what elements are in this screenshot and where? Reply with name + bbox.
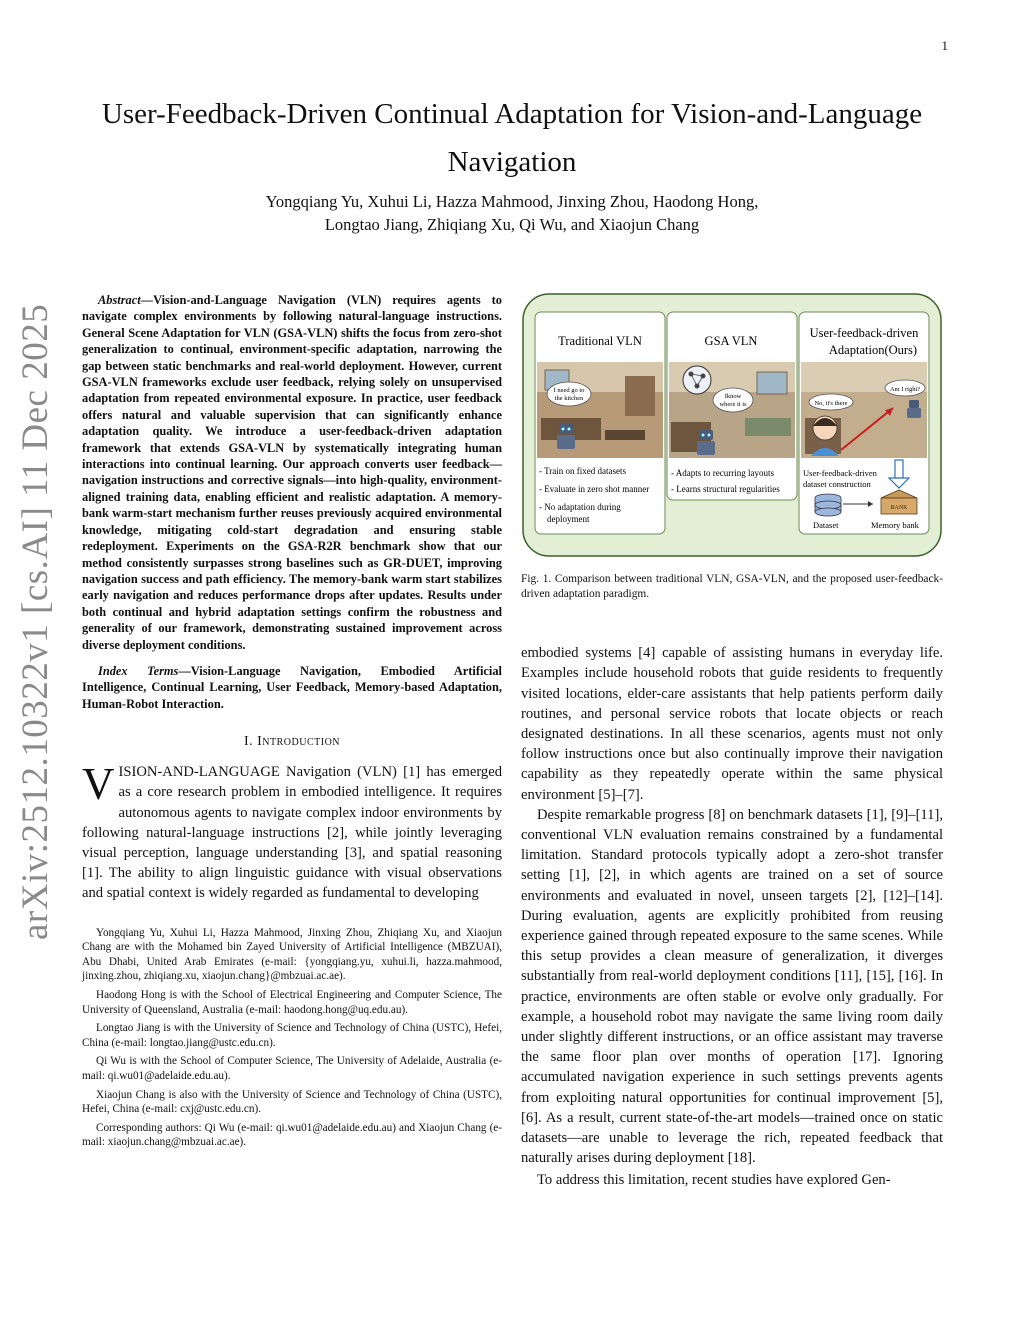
right-body-text (521, 643, 943, 1190)
abstract-label: Abstract (98, 293, 141, 307)
body-paragraph: Despite remarkable progress [8] on benchmark datasets [1], [9]–[11], conventional VLN evaluation remains constrained by a fundamental limitation. Standard protocols typically adopt a zero-shot transfer setting [1], [2], in which agents are trained on a set of source environments and evaluated in novel, unseen targets [2], [12]–[14]. During evaluation, agents are explicitly prohibited from reusing experience gained through repeated exposure to the same scenes. While this setup provides a clean measure of generalization, it diverges substantially from real-world deployment conditions [11], [15], [16]. In practice, environments are often stable or evolve only gradually. For example, a household robot may navigate the same living room daily under slightly different instructions, or an office assistant may traverse the same floor plan over months of operation [17]. Ignoring accumulated navigation experience in such settings prevents agents from exploiting natural opportunities for continual improvement [5], [6]. As a result, current state-of-the-art models—trained once on static datasets—are unable to leverage the rich, repeated feedback that naturally arises during deployment [18]. (521, 806, 943, 1167)
authors-line-2: Longtao Jiang, Zhiqiang Xu, Qi Wu, and Xiaojun Chang (324, 215, 700, 234)
affiliation-note: Yongqiang Yu, Xuhui Li, Hazza Mahmood, Jinxing Zhou, Zhiqiang Xu, and Xiaojun Chang are with the Mohamed bin Zayed University of Artificial Intelligence (MBZUAI), Abu Dhabi, United Arab Emirates (e-mail: {yongqiang.yu, xuhui.li, hazza.mahmood, jinxing.zhou, zhiqiang.xu, xiaojun.chang}@mbzuai.ac.ae). (82, 926, 502, 983)
left-column (82, 292, 502, 1154)
intro-paragraph (82, 759, 502, 903)
right-column (521, 292, 943, 1191)
affiliation-note: Haodong Hong is with the School of Electrical Engineering and Computer Science, The University of Queensland, Australia (e-mail: haodong.hong@uq.edu.au). (82, 988, 502, 1016)
panel-title: Adaptation(Ours) (828, 343, 918, 357)
bank-label: BANK (890, 505, 908, 511)
abstract (82, 292, 502, 653)
panel-title: Traditional VLN (558, 334, 642, 348)
affiliation-note: Xiaojun Chang is also with the University of Science and Technology of China (USTC), Hefei, China (e-mail: cxj@ustc.edu.cn). (82, 1088, 502, 1116)
figure-1 (521, 292, 943, 562)
speech-bubble-text: where it is (719, 401, 747, 408)
index-terms-label: Index Terms (98, 663, 179, 678)
panel-bullet: - Learns structural regularities (671, 484, 780, 494)
panel-gsa-vln (667, 312, 797, 500)
dataset-icon (815, 494, 841, 516)
network-graph-icon (683, 366, 711, 394)
paper-title: User-Feedback-Driven Continual Adaptation for Vision-and-Language Navigation (101, 98, 923, 178)
figure-caption: Fig. 1. Comparison between traditional VLN, GSA-VLN, and the proposed user-feedback-driven adaptation paradigm. (521, 573, 943, 600)
speech-bubble-text: No, it's there (814, 400, 848, 407)
panel-bullet: - No adaptation during (539, 502, 621, 512)
panel-title: User-feedback-driven (809, 326, 919, 340)
panel-bullet: deployment (547, 514, 590, 524)
section-heading-introduction: I. Introduction (243, 734, 341, 750)
panel-bullet: - Adapts to recurring layouts (671, 468, 774, 478)
index-terms-text: —Vision-Language Navigation, Embodied Artificial Intelligence, Continual Learning, User Feedback, Memory-based Adaptation, Human-Robot Interaction. (82, 663, 502, 711)
arxiv-stamp: arXiv:2512.10322v1 [cs.AI] 11 Dec 2025 (15, 303, 56, 940)
index-terms (82, 663, 502, 712)
body-paragraph: To address this limitation, recent studies have explored Gen- (537, 1172, 891, 1189)
panel-bullet: - Train on fixed datasets (539, 466, 626, 476)
memory-bank-label: Memory bank (871, 520, 919, 530)
panel-text: dataset construction (803, 479, 871, 489)
panel-text: User-feedback-driven (803, 468, 877, 478)
affiliation-note: Corresponding authors: Qi Wu (e-mail: qi.wu01@adelaide.edu.au) and Xiaojun Chang (e-mail: xiaojun.chang@mbzuai.ac.ae). (82, 1121, 502, 1149)
page-number: 1 (941, 38, 948, 53)
robot-icon (557, 424, 575, 449)
drop-cap: V (82, 759, 115, 810)
authors-line-1: Yongqiang Yu, Xuhui Li, Hazza Mahmood, Jinxing Zhou, Haodong Hong, (265, 192, 759, 211)
intro-text: ISION-AND-LANGUAGE Navigation (VLN) [1] has emerged as a core research problem in embodied intelligence. It requires autonomous agents to navigate complex indoor environments by following natural-language instructions [2], while jointly leveraging visual perception, language understanding [3], and spatial reasoning [1]. The ability to align linguistic guidance with visual observations and spatial context is widely regarded as fundamental to developing (82, 764, 502, 902)
speech-bubble-text: the kitchen (554, 395, 584, 402)
affiliation-note: Longtao Jiang is with the University of Science and Technology of China (USTC), Hefei, China (e-mail: longtao.jiang@ustc.edu.cn). (82, 1022, 502, 1049)
panel-user-feedback (799, 312, 929, 534)
abstract-text: —Vision-and-Language Navigation (VLN) requires agents to navigate complex environments by following natural-language instructions. General Scene Adaptation for VLN (GSA-VLN) shifts the focus from zero-shot generalization to continual, environment-specific adaptation, narrowing the gap between static benchmarks and real-world deployment. However, current GSA-VLN frameworks exclude user feedback, relying solely on unsupervised adaptation from repeated environmental exposure. In practice, user feedback offers natural and valuable supervision that can significantly enhance adaptation quality. We introduce a user-feedback-driven adaptation framework that extends GSA-VLN by systematically integrating human interactions into continual learning. Our approach converts user feedback—navigation instructions and corrective signals—into high-quality, environment-aligned training data, enabling efficient and realistic adaptation. A memory-bank warm-start mechanism further reuses previously acquired environmental knowledge, mitigating cold-start degradation and ensuring stable redeployment. Experiments on the GSA-R2R benchmark show that our method consistently surpasses strong baselines such as GR-DUET, improving navigation success and path efficiency. The memory-bank warm start stabilizes early navigation and reduces performance drops after updates. Results under both continual and hybrid adaptation settings confirm the robustness and generality of our framework, demonstrating sustained improvement across diverse deployment conditions. (82, 293, 502, 652)
author-list (120, 190, 904, 236)
speech-bubble-text: Iknow (724, 393, 742, 400)
affiliation-note: Qi Wu is with the School of Computer Science, The University of Adelaide, Australia (e-mail: qi.wu01@adelaide.edu.au). (82, 1055, 502, 1082)
panel-title: GSA VLN (704, 334, 758, 348)
panel-traditional-vln (535, 312, 665, 534)
speech-bubble-text: Am I right? (889, 386, 921, 393)
affiliations (82, 926, 502, 1150)
figure-1-diagram (521, 292, 943, 562)
speech-bubble-text: I need go to (553, 387, 585, 394)
robot-icon (697, 430, 715, 455)
panel-bullet: - Evaluate in zero shot manner (539, 484, 650, 494)
dataset-label: Dataset (813, 520, 839, 530)
robot-icon (907, 400, 921, 418)
body-paragraph: embodied systems [4] capable of assisting humans in everyday life. Examples include household robots that guide residents to frequently visited locations, elder-care assistants that help patients perform daily routines, and personal service robots that locate objects or reach designated destinations. In all these scenarios, agents must not only follow instructions once but also continually improve their navigation capability as they repeatedly operate within the same physical environment [5]–[7]. (521, 645, 943, 803)
